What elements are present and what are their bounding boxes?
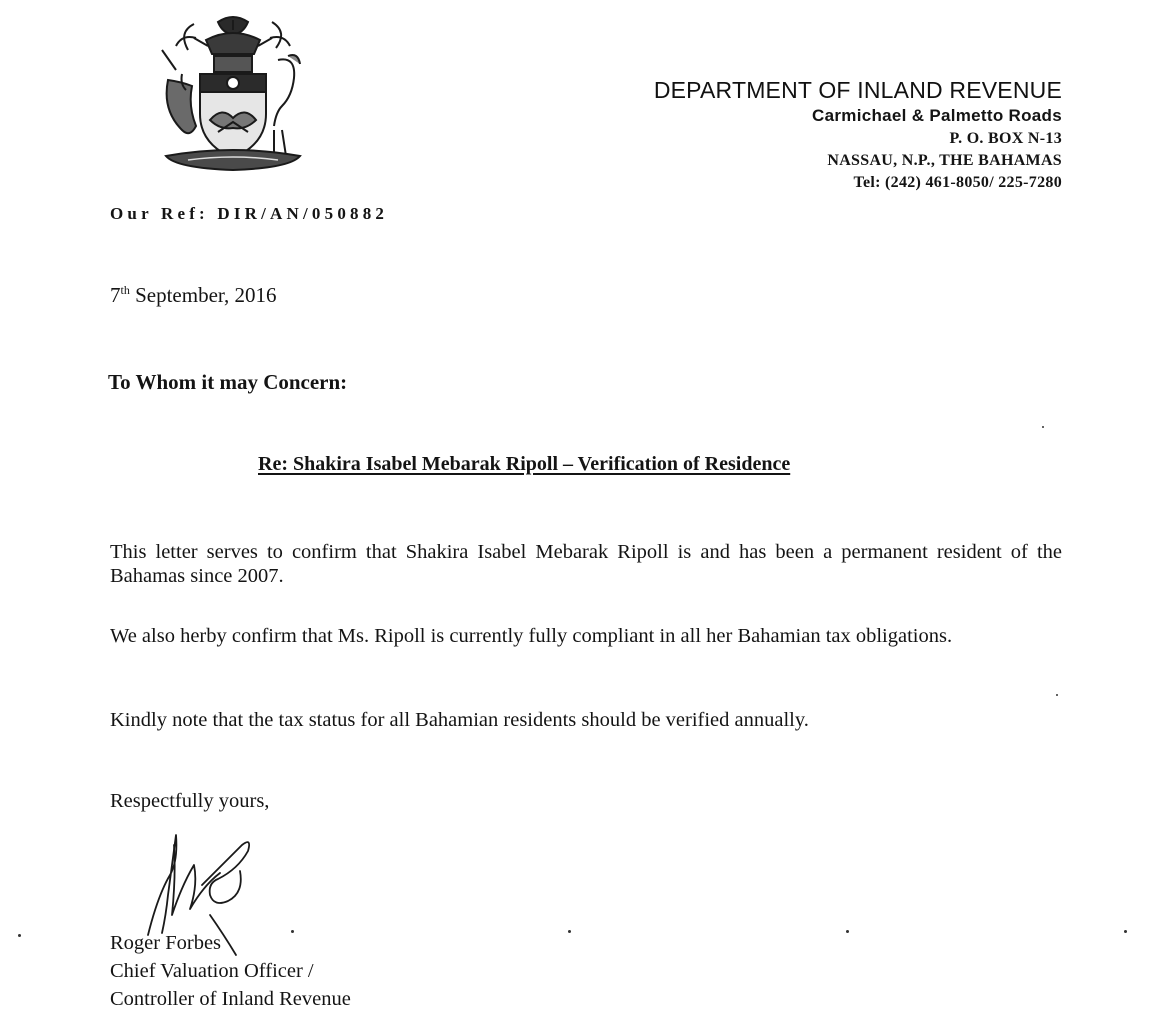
date-day: 7 bbox=[110, 283, 121, 307]
body-paragraph-1: This letter serves to confirm that Shakira Isabel Mebarak Ripoll is and has been a permanent resident of the Bahamas since 2007. bbox=[110, 541, 1062, 587]
scan-speck bbox=[1042, 426, 1044, 428]
signer-block bbox=[110, 929, 351, 1013]
scan-speck bbox=[846, 930, 849, 933]
letter-date bbox=[110, 283, 277, 308]
scan-speck bbox=[568, 930, 571, 933]
subject-line: Re: Shakira Isabel Mebarak Ripoll – Verification of Residence bbox=[258, 453, 791, 475]
department-street: Carmichael & Palmetto Roads bbox=[812, 106, 1062, 125]
letterhead bbox=[654, 76, 1062, 194]
closing: Respectfully yours, bbox=[110, 790, 270, 812]
department-name: DEPARTMENT OF INLAND REVENUE bbox=[653, 77, 1062, 103]
date-suffix: th bbox=[120, 283, 130, 297]
signer-name: Roger Forbes bbox=[110, 932, 222, 954]
body-paragraph-3: Kindly note that the tax status for all Bahamian residents should be verified annually. bbox=[110, 709, 809, 731]
coat-of-arms-icon bbox=[148, 10, 318, 180]
reference-number: Our Ref: DIR/AN/050882 bbox=[110, 204, 389, 223]
department-city: NASSAU, N.P., THE BAHAMAS bbox=[827, 152, 1062, 169]
scan-speck bbox=[291, 930, 294, 933]
signer-title-1: Chief Valuation Officer / bbox=[110, 960, 314, 982]
scan-speck bbox=[1124, 930, 1127, 933]
salutation: To Whom it may Concern: bbox=[108, 370, 348, 394]
scan-speck bbox=[1056, 694, 1058, 696]
scan-speck bbox=[18, 934, 21, 937]
department-po-box: P. O. BOX N-13 bbox=[949, 130, 1062, 147]
body-paragraph-2: We also herby confirm that Ms. Ripoll is currently fully compliant in all her Bahamian tax obligations. bbox=[110, 625, 953, 647]
signer-title-2: Controller of Inland Revenue bbox=[110, 988, 351, 1010]
date-rest: September, 2016 bbox=[129, 283, 277, 307]
department-tel: Tel: (242) 461-8050/ 225-7280 bbox=[853, 174, 1062, 191]
